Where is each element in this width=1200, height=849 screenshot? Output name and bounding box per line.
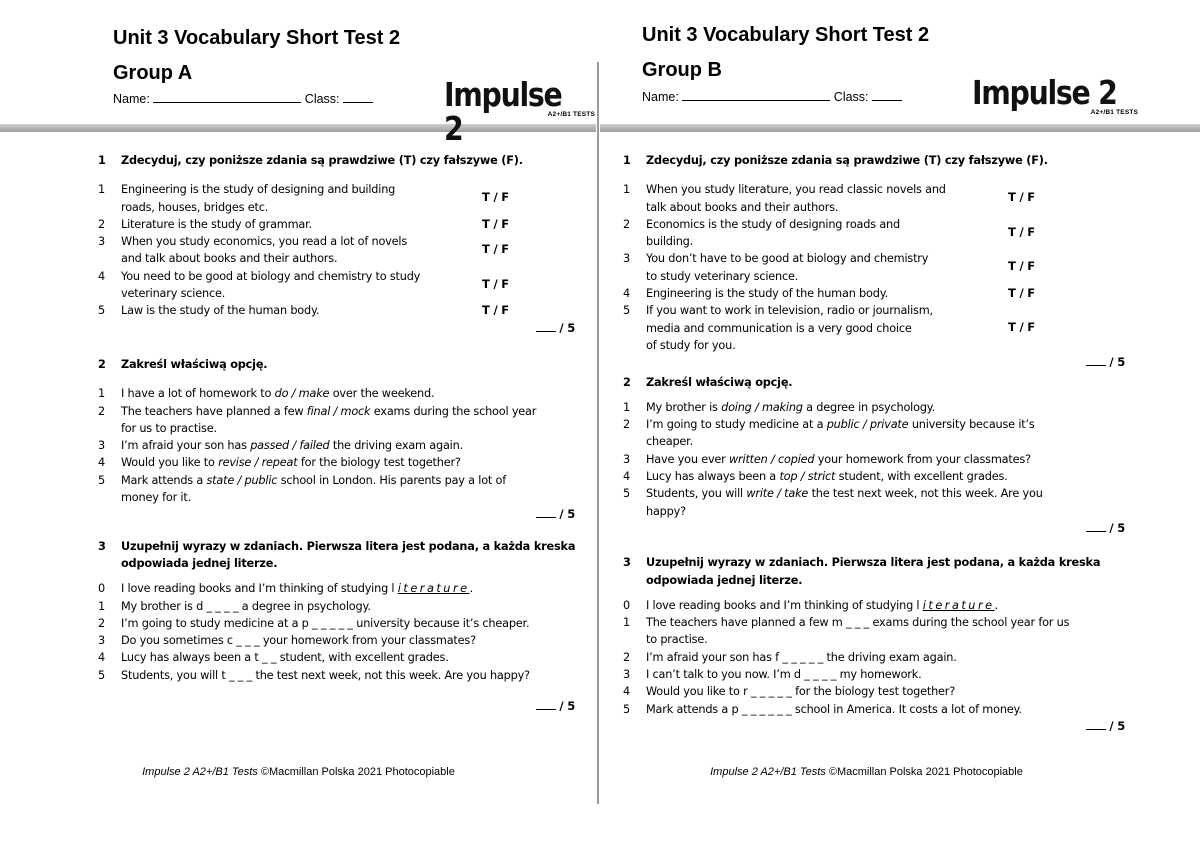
score-box[interactable]: / 5	[0, 698, 597, 715]
list-item: 1 The teachers have planned a few m _ _ _ exams during the school year for us	[623, 616, 1070, 630]
option-pair[interactable]: top / strict	[779, 470, 836, 484]
option-pair[interactable]: state / public	[206, 473, 278, 487]
list-item: 2 I’m going to study medicine at a public / private university because it’s	[623, 418, 1035, 432]
class-label: Class:	[304, 92, 340, 106]
true-false-option[interactable]: T / F	[482, 276, 509, 291]
logo-text: Impulse 2	[972, 73, 1117, 112]
logo-subtitle: A2+/B1 TESTS	[1090, 109, 1139, 116]
name-label: Name:	[113, 92, 150, 106]
list-item: 3 I can’t talk to you now. I’m d _ _ _ _ my homework.	[623, 668, 922, 682]
true-false-option[interactable]: T / F	[482, 242, 509, 257]
exercise-instruction: 2 Zakreśl właściwą opcję.	[98, 357, 268, 371]
true-false-option[interactable]: T / F	[1008, 286, 1035, 301]
option-pair[interactable]: write / take	[746, 487, 809, 501]
list-item: 5 Mark attends a p _ _ _ _ _ _ school in America. It costs a lot of money.	[623, 702, 1022, 716]
name-class-row	[642, 89, 902, 104]
group-label: Group A	[113, 62, 193, 84]
test-group-b	[600, 0, 1197, 849]
list-item: 3 I’m afraid your son has passed / failed the driving exam again.	[98, 439, 463, 453]
name-class-row	[113, 91, 373, 106]
list-item: 4 Lucy has always been a t _ _ student, with excellent grades.	[98, 651, 449, 665]
list-item: 5 Students, you will t _ _ _ the test next week, not this week. Are you happy?	[98, 668, 530, 682]
score-box[interactable]: / 5	[525, 354, 1147, 371]
list-item: 5 Law is the study of the human body. T / F	[0, 302, 597, 319]
list-item: 2 Literature is the study of grammar. T / F	[0, 216, 597, 233]
exercise-2: 2 Zakreśl właściwą opcję. 1 My brother is doing / making a degree in psychology. 2 I’m going to study medicine at a public / private university because it’s cheaper. 3 Have you ever written / copied your homework from your classmates? 4 Lucy has always been a top / strict student, with excellent grades. 5 Students, you will write / take the test next week, not this week. Are you happy? / 5	[525, 374, 1122, 538]
true-false-option[interactable]: T / F	[482, 190, 509, 205]
list-item: 1 My brother is doing / making a degree in psychology.	[623, 400, 936, 414]
list-item: 3 When you study economics, you read a lot of novels and talk about books and their authors. T / F	[98, 235, 509, 266]
class-field[interactable]	[343, 91, 373, 103]
exercise-instruction: 2 Zakreśl właściwą opcję.	[623, 375, 793, 389]
footer: Impulse 2 A2+/B1 Tests ©Macmillan Polska 2021 Photocopiable	[142, 766, 455, 778]
list-item: 5 If you want to work in television, radio or journalism, media and communication is a very good choice of study for you. T / F	[623, 304, 1035, 352]
list-item: 1 My brother is d _ _ _ _ a degree in psychology.	[98, 599, 371, 613]
list-item: 2 The teachers have planned a few final / mock exams during the school year	[98, 404, 537, 418]
test-group-a	[0, 0, 597, 849]
test-title: Unit 3 Vocabulary Short Test 2	[113, 27, 401, 49]
logo-subtitle: A2+/B1 TESTS	[547, 111, 595, 118]
option-pair[interactable]: doing / making	[721, 400, 803, 414]
impulse-logo	[972, 73, 1140, 116]
list-item: 3 Have you ever written / copied your homework from your classmates?	[623, 452, 1031, 466]
exercise-2: 2 Zakreśl właściwą opcję. 1 I have a lot of homework to do / make over the weekend. 2 The teachers have planned a few final / mock exams during the school year for us to practise. 3 I’m afraid your son has passed / failed the driving exam again. 4 Would you like to revise / repeat for the biology test together? 5 Mark attends a state / public school in London. His parents pay a lot of money for it. / 5	[0, 356, 597, 524]
option-pair[interactable]: written / copied	[729, 452, 815, 466]
test-title: Unit 3 Vocabulary Short Test 2	[642, 24, 930, 46]
list-item: 4 Would you like to r _ _ _ _ _ for the biology test together?	[623, 685, 956, 699]
score-box[interactable]: / 5	[0, 506, 597, 523]
list-item: 1 I have a lot of homework to do / make over the weekend.	[98, 387, 435, 401]
list-item: 4 Would you like to revise / repeat for the biology test together?	[98, 456, 461, 470]
list-item: 5 Students, you will write / take the test next week, not this week. Are you	[623, 487, 1043, 501]
exercise-instruction: 1 Zdecyduj, czy poniższe zdania są prawdziwe (T) czy fałszywe (F).	[98, 154, 523, 167]
impulse-logo	[444, 75, 597, 148]
example-item: 0 I love reading books and I’m thinking of studying l iterature.	[98, 582, 473, 596]
class-label: Class:	[833, 90, 869, 104]
score-box[interactable]: / 5	[0, 320, 597, 337]
name-label: Name:	[642, 90, 679, 104]
list-item: 3 Do you sometimes c _ _ _ your homework from your classmates?	[98, 634, 476, 648]
exercise-instruction: 3 Uzupełnij wyrazy w zdaniach. Pierwsza litera jest podana, a każda kreska	[98, 539, 576, 553]
option-pair[interactable]: do / make	[274, 387, 330, 401]
list-item: 3 You don’t have to be good at biology and chemistry to study veterinary science. T / F	[623, 252, 1035, 283]
true-false-option[interactable]: T / F	[482, 216, 509, 231]
true-false-option[interactable]: T / F	[1008, 190, 1035, 205]
exercise-1	[0, 152, 597, 337]
name-field[interactable]	[153, 91, 301, 103]
true-false-option[interactable]: T / F	[1008, 320, 1035, 335]
list-item: 4 You need to be good at biology and chemistry to study veterinary science. T / F	[98, 269, 509, 301]
list-item: 2 I’m afraid your son has f _ _ _ _ _ the driving exam again.	[623, 650, 957, 664]
score-box[interactable]: / 5	[525, 718, 1147, 735]
option-pair[interactable]: passed / failed	[250, 439, 330, 453]
class-field[interactable]	[872, 89, 902, 101]
true-false-option[interactable]: T / F	[1008, 259, 1035, 274]
list-item: 1 Engineering is the study of designing and building roads, houses, bridges etc. T / F	[98, 183, 509, 214]
test-content	[0, 152, 597, 715]
list-item: 4 Engineering is the study of the human body. T / F	[525, 285, 1122, 302]
option-pair[interactable]: revise / repeat	[218, 456, 298, 470]
name-field[interactable]	[682, 89, 830, 101]
exercise-instruction: 3 Uzupełnij wyrazy w zdaniach. Pierwsza litera jest podana, a każda kreska	[623, 556, 1101, 570]
option-pair[interactable]: final / mock	[306, 404, 371, 418]
footer: Impulse 2 A2+/B1 Tests ©Macmillan Polska 2021 Photocopiable	[710, 766, 1023, 778]
list-item: 5 Mark attends a state / public school in London. His parents pay a lot of	[98, 473, 507, 487]
true-false-option[interactable]: T / F	[482, 303, 509, 318]
option-pair[interactable]: public / private	[826, 418, 909, 432]
list-item: 2 Economics is the study of designing roads and building. T / F	[623, 217, 1035, 249]
logo-text: Impulse 2	[444, 75, 562, 148]
exercise-1	[525, 152, 1125, 372]
list-item: 4 Lucy has always been a top / strict student, with excellent grades.	[623, 470, 1008, 484]
list-item: 2 I’m going to study medicine at a p _ _ _ _ _ university because it’s cheaper.	[98, 616, 530, 630]
true-false-option[interactable]: T / F	[1008, 224, 1035, 239]
group-label: Group B	[642, 59, 722, 81]
score-box[interactable]: / 5	[525, 520, 1147, 537]
exercise-instruction: 1 Zdecyduj, czy poniższe zdania są prawdziwe (T) czy fałszywe (F).	[623, 154, 1048, 167]
example-item: 0 I love reading books and I’m thinking of studying l iterature.	[623, 598, 998, 612]
exercise-3: 3 Uzupełnij wyrazy w zdaniach. Pierwsza litera jest podana, a każda kreska odpowiada jednej literze. 0 I love reading books and I’m thinking of studying l iterature. 1 The teachers have planned a few m _ _ _ exams during the school year for us to practise. 2 I’m afraid your son has f _ _ _ _ _ the driving exam again. 3 I can’t talk to you now. I’m d _ _ _ _ my homework. 4 Would you like to r _ _ _ _ _ for the biology test together? 5 Mark attends a p _ _ _ _ _ _ school in America. It costs a lot of money. / 5	[525, 554, 1122, 735]
exercise-3: 3 Uzupełnij wyrazy w zdaniach. Pierwsza litera jest podana, a każda kreska odpowiada jednej literze. 0 I love reading books and I’m thinking of studying l iterature. 1 My brother is d _ _ _ _ a degree in psychology. 2 I’m going to study medicine at a p _ _ _ _ _ university because it’s cheaper. 3 Do you sometimes c _ _ _ your homework from your classmates? 4 Lucy has always been a t _ _ student, with excellent grades. 5 Students, you will t _ _ _ the test next week, not this week. Are you happy? / 5	[0, 538, 597, 716]
list-item: 1 When you study literature, you read classic novels and talk about books and their authors. T / F	[623, 183, 1035, 214]
test-content	[525, 152, 1125, 735]
